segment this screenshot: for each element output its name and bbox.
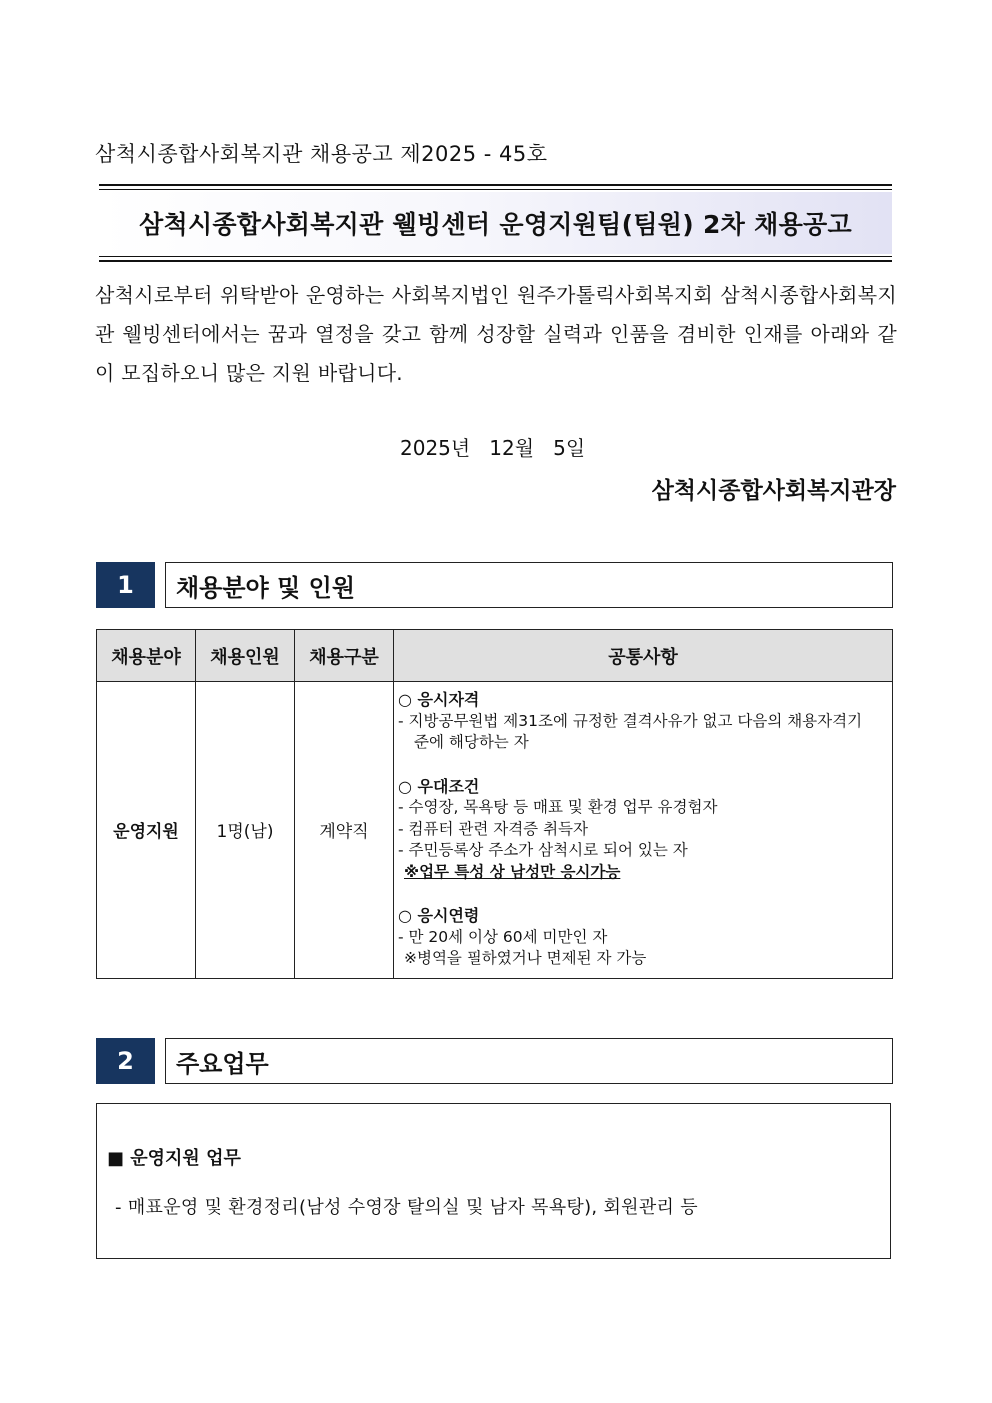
title-banner (99, 184, 892, 262)
age-title: ○ 응시연령 (398, 906, 480, 925)
title-rule-bottom (99, 260, 892, 262)
page-title: 삼척시종합사회복지관 웰빙센터 운영지원팀(팀원) 2차 채용공고 (139, 210, 852, 239)
signer: 삼척시종합사회복지관장 (651, 478, 896, 504)
duty-box (96, 1103, 891, 1259)
qualification-line-2: 준에 해당하는 자 (414, 733, 529, 751)
header-field: 채용분야 (97, 630, 196, 682)
section-2-title: 주요업무 (165, 1038, 893, 1084)
title-rule-top (99, 184, 892, 186)
section-2-number: 2 (96, 1038, 155, 1084)
preference-item: - 컴퓨터 관련 자격증 취득자 (398, 819, 589, 838)
section-1-title: 채용분야 및 인원 (165, 562, 893, 608)
duty-heading: ■ 운영지원 업무 (107, 1148, 241, 1169)
section-1-number: 1 (96, 562, 155, 608)
section-2-header (96, 1038, 893, 1084)
recruitment-table (96, 629, 893, 979)
preference-item: - 수영장, 목욕탕 등 매표 및 환경 업무 유경험자 (398, 798, 718, 816)
duty-item: - 매표운영 및 환경정리(남성 수영장 탈의실 및 남자 목욕탕), 회원관리 등 (115, 1197, 698, 1218)
table-header-row (97, 630, 893, 682)
preference-title: ○ 우대조건 (398, 776, 480, 796)
notice-date: 2025년 12월 5일 (400, 436, 586, 460)
title-rule-top-thin (99, 189, 892, 190)
table-row (97, 682, 893, 979)
age-item: - 만 20세 이상 60세 미만인 자 (398, 927, 608, 946)
cell-common (394, 682, 893, 979)
qualification-title: ○ 응시자격 (398, 690, 480, 709)
header-type: 채용구분 (295, 630, 394, 682)
preference-item: - 주민등록상 주소가 삼척시로 되어 있는 자 (398, 841, 688, 859)
intro-paragraph: 삼척시로부터 위탁받아 운영하는 사회복지법인 원주가톨릭사회복지회 삼척시종합사회복지관 웰빙센터에서는 꿈과 열정을 갖고 함께 성장할 실력과 인품을 겸비한 인재를 아래와 같이 모집하오니 많은 지원 바랍니다. (95, 283, 897, 385)
cell-field: 운영지원 (97, 682, 196, 979)
title-rule-bottom-thin (99, 256, 892, 257)
header-common: 공통사항 (394, 630, 893, 682)
notice-number: 삼척시종합사회복지관 채용공고 제2025 - 45호 (95, 142, 548, 166)
qualification-line-1: - 지방공무원법 제31조에 규정한 결격사유가 없고 다음의 채용자격기 (398, 711, 863, 730)
preference-note: ※업무 특성 상 남성만 응시가능 (404, 862, 621, 881)
header-count: 채용인원 (196, 630, 295, 682)
cell-count: 1명(남) (196, 682, 295, 979)
age-note: ※병역을 필하였거나 면제된 자 가능 (404, 949, 647, 967)
cell-type: 계약직 (295, 682, 394, 979)
section-1-header (96, 562, 893, 608)
